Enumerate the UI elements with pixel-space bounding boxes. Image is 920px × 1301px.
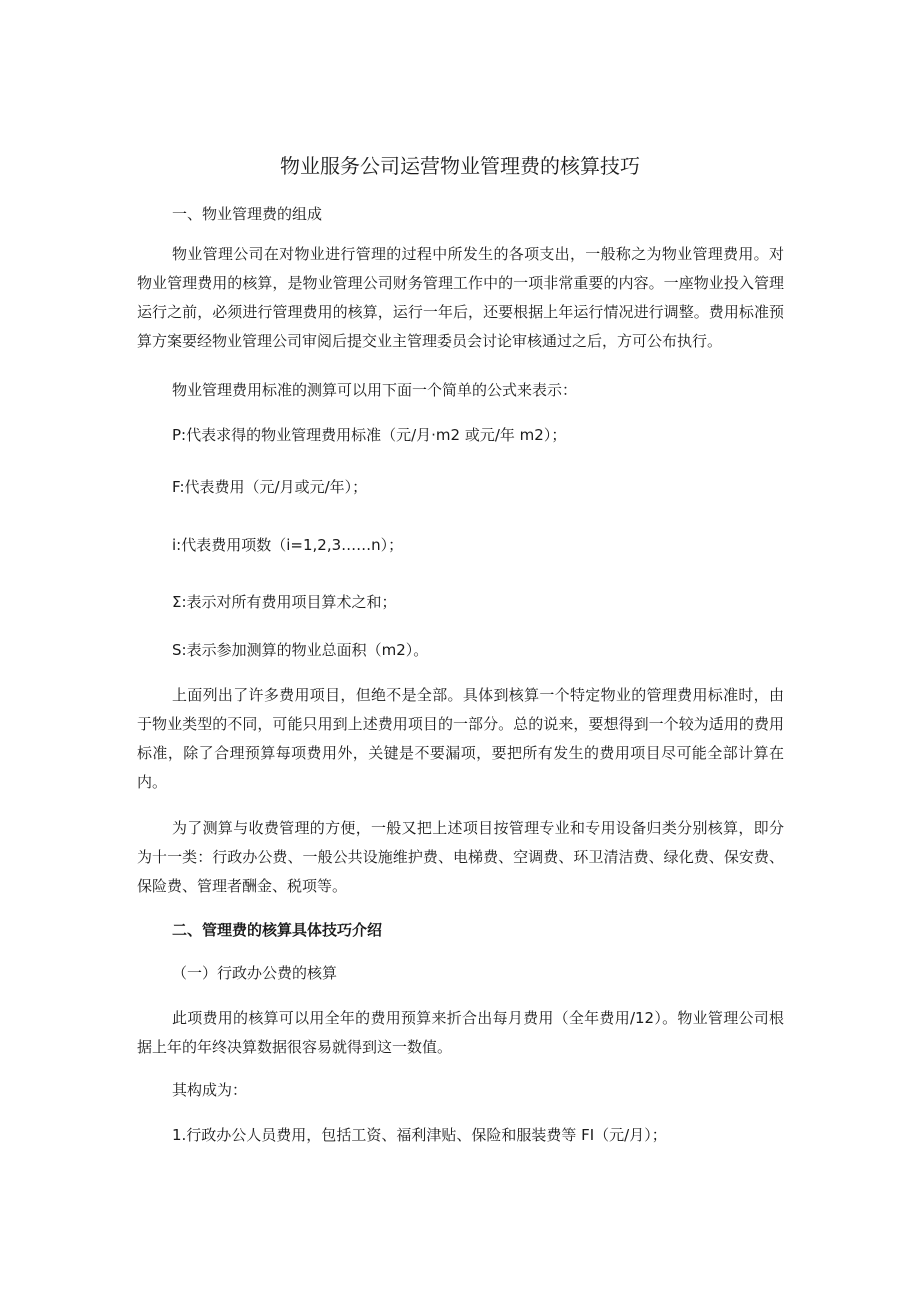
paragraph-fee-categories: 为了测算与收费管理的方便，一般又把上述项目按管理专业和专用设备归类分别核算，即分为十一类：行政办公费、一般公共设施维护费、电梯费、空调费、环卫清洁费、绿化费、保安费、保险费、管理者酬金、税项等。 (137, 819, 784, 895)
document-title: 物业服务公司运营物业管理费的核算技巧 (280, 154, 640, 178)
definition-p: P:代表求得的物业管理费用标准（元/月·m2 或元/年 m2）； (172, 426, 567, 444)
paragraph-admin-fee-calculation: 此项费用的核算可以用全年的费用预算来折合出每月费用（全年费用/12）。物业管理公司根据上年的年终决算数据很容易就得到这一数值。 (137, 1009, 784, 1056)
list-item-admin-staff-cost: 1.行政办公人员费用，包括工资、福利津贴、保险和服装费等 FI（元/月）； (172, 1126, 667, 1144)
definition-f: F:代表费用（元/月或元/年）； (172, 478, 368, 496)
formula-intro: 物业管理费用标准的测算可以用下面一个简单的公式来表示： (172, 381, 578, 399)
definition-i: i:代表费用项数（i=1,2,3……n）； (172, 536, 404, 554)
composition-intro: 其构成为： (172, 1081, 248, 1099)
section-heading-techniques: 二、管理费的核算具体技巧介绍 (172, 921, 383, 939)
subsection-heading-admin-office-fee: （一）行政办公费的核算 (172, 964, 338, 982)
paragraph-management-fee-definition: 物业管理公司在对物业进行管理的过程中所发生的各项支出，一般称之为物业管理费用。对物业管理费用的核算，是物业管理公司财务管理工作中的一项非常重要的内容。一座物业投入管理运行之前，必须进行管理费用的核算，运行一年后，还要根据上年运行情况进行调整。费用标准预算方案要经物业管理公司审阅后提交业主管理委员会讨论审核通过之后，方可公布执行。 (137, 245, 784, 350)
definition-sigma: Σ:表示对所有费用项目算术之和； (172, 593, 397, 611)
section-heading-composition: 一、物业管理费的组成 (172, 205, 323, 223)
paragraph-fee-items-note: 上面列出了许多费用项目，但绝不是全部。具体到核算一个特定物业的管理费用标准时，由于物业类型的不同，可能只用到上述费用项目的一部分。总的说来，要想得到一个较为适用的费用标准，除了合理预算每项费用外，关键是不要漏项，要把所有发生的费用项目尽可能全部计算在内。 (137, 686, 784, 791)
definition-s: S:表示参加测算的物业总面积（m2）。 (172, 641, 429, 659)
